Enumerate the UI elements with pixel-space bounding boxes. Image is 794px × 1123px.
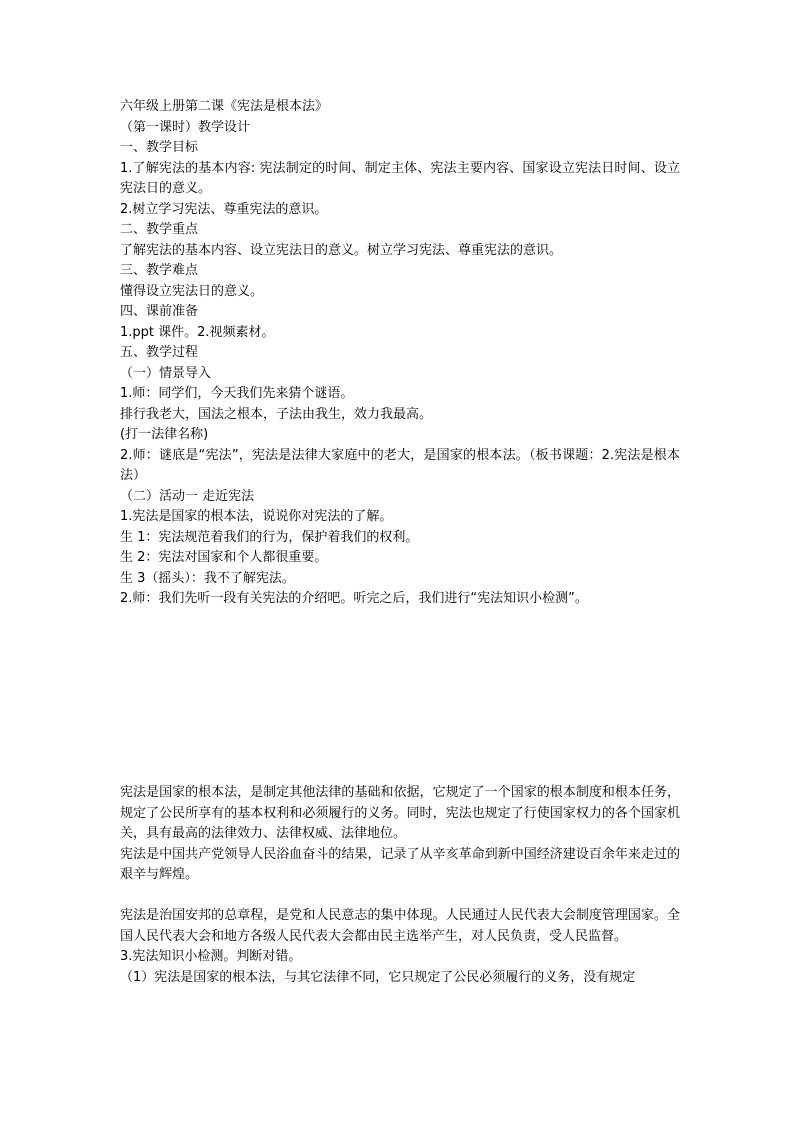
lesson-title: 六年级上册第二课《宪法是根本法》 bbox=[120, 99, 329, 114]
process-paragraph-1: 1.师：同学们，今天我们先来猜个谜语。 bbox=[120, 386, 354, 401]
document-section-top bbox=[120, 97, 680, 610]
process-paragraph-6: 生 1：宪法规范着我们的行为，保护着我们的权利。 bbox=[120, 529, 419, 545]
heading-process: 五、教学过程 bbox=[120, 345, 199, 360]
heading-objectives: 一、教学目标 bbox=[120, 140, 199, 155]
process-paragraph-9: 2.师：我们先听一段有关宪法的介绍吧。听完之后，我们进行“宪法知识小检测”。 bbox=[120, 591, 588, 606]
process-paragraph-3: (打一法律名称) bbox=[120, 427, 209, 442]
process-paragraph-7: 生 2：宪法对国家和个人都很重要。 bbox=[120, 550, 328, 565]
constitution-paragraph-2: 宪法是中国共产党领导人民浴血奋斗的结果，记录了从辛亥革命到新中国经济建设百余年来走过的艰辛与辉煌。 bbox=[120, 846, 680, 882]
difficulties-text: 懂得设立宪法日的意义。 bbox=[120, 283, 264, 299]
preparation-text: 1.ppt 课件。2.视频素材。 bbox=[120, 324, 275, 340]
lesson-subtitle: （第一课时）教学设计 bbox=[120, 119, 251, 135]
quiz-heading: 3.宪法知识小检测。判断对错。 bbox=[120, 949, 302, 964]
process-paragraph-5: 1.宪法是国家的根本法，说说你对宪法的了解。 bbox=[120, 509, 393, 524]
process-paragraph-4: 2.师：谜底是“宪法”，宪法是法律大家庭中的老大，是国家的根本法。（板书课题：2.宪法是根本法） bbox=[120, 447, 680, 483]
paragraph-spacer bbox=[120, 886, 680, 907]
process-paragraph-2: 排行我老大，国法之根本，子法由我生，效力我最高。 bbox=[120, 406, 433, 422]
subheading-activity-1: （二）活动一 走近宪法 bbox=[120, 488, 255, 504]
process-paragraph-8: 生 3（摇头）：我不了解宪法。 bbox=[120, 570, 295, 586]
heading-difficulties: 三、教学难点 bbox=[120, 263, 199, 278]
heading-key-points: 二、教学重点 bbox=[120, 222, 199, 237]
constitution-paragraph-1: 宪法是国家的根本法，是制定其他法律的基础和依据，它规定了一个国家的根本制度和根本任务，规定了公民所享有的基本权利和必须履行的义务。同时，宪法也规定了行使国家权力的各个国家机关，具有最高的法律效力、法律权威、法律地位。 bbox=[120, 785, 680, 841]
constitution-paragraph-3: 宪法是治国安邦的总章程，是党和人民意志的集中体现。人民通过人民代表大会制度管理国家。全国人民代表大会和地方各级人民代表大会都由民主选举产生，对人民负责，受人民监督。 bbox=[120, 908, 680, 944]
objective-item-1: 1.了解宪法的基本内容: 宪法制定的时间、制定主体、宪法主要内容、国家设立宪法日时间、设立宪法日的意义。 bbox=[120, 160, 680, 196]
heading-preparation: 四、课前准备 bbox=[120, 304, 199, 319]
quiz-item-1: （1）宪法是国家的根本法，与其它法律不同，它只规定了公民必须履行的义务，没有规定 bbox=[120, 969, 636, 985]
document-section-bottom bbox=[120, 783, 680, 988]
key-points-text: 了解宪法的基本内容、设立宪法日的意义。树立学习宪法、尊重宪法的意识。 bbox=[120, 242, 563, 258]
subheading-intro: （一）情景导入 bbox=[120, 365, 212, 381]
objective-item-2: 2.树立学习宪法、尊重宪法的意识。 bbox=[120, 201, 328, 217]
